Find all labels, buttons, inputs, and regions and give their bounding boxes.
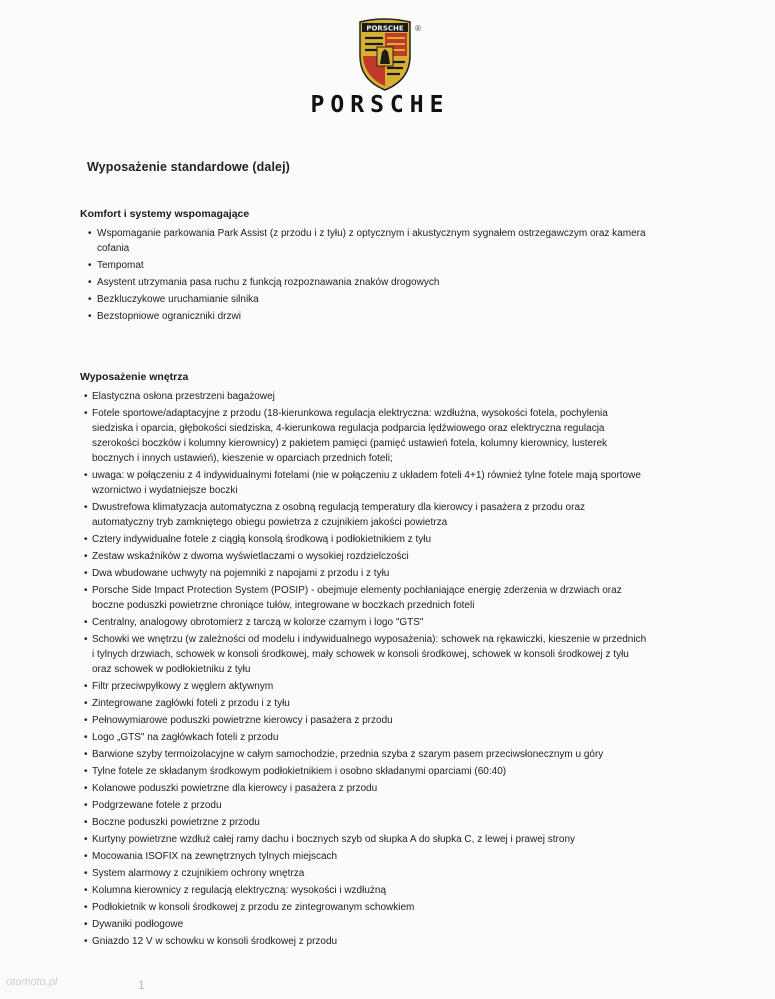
list-item: • Zintegrowane zagłówki foteli z przodu i z tyłu	[0, 696, 775, 711]
list-item: • Asystent utrzymania pasa ruchu z funkcją rozpoznawania znaków drogowych	[0, 275, 775, 290]
list-item: • Tempomat	[0, 258, 775, 273]
list-item: • Cztery indywidualne fotele z ciągłą konsolą środkową i podłokietnikiem z tyłu	[0, 532, 775, 547]
list-item: • Kolanowe poduszki powietrzne dla kierowcy i pasażera z przodu	[0, 781, 775, 796]
section-comfort	[0, 208, 775, 326]
list-item: • Schowki we wnętrzu (w zależności od modelu i indywidualnego wyposażenia): schowek na rękawiczki, kieszenie w przednich i tylnych drzwiach, schowek w konsoli środkowej, mały schowek w konsoli środkowej, schowek w konsoli środkowej z tyłu oraz schowek w podłokietniku z tyłu	[0, 632, 775, 677]
list-item: • Fotele sportowe/adaptacyjne z przodu (18-kierunkowa regulacja elektryczna: wzdłużna, wysokości fotela, pochylenia siedziska i oparcia, głębokości siedziska, 4-kierunkowa regulacja podparcia lędźwiowego oraz elektryczna regulacja szerokości boczków i kolumny kierownicy) z pakietem pamięci (pamięć ustawień fotela, kolumny kierownicy, lusterek bocznych i innych ustawień), kieszenie w oparciach przednich foteli;	[0, 406, 775, 466]
list-item: • Dywaniki podłogowe	[0, 917, 775, 932]
list-item: • Pełnowymiarowe poduszki powietrzne kierowcy i pasażera z przodu	[0, 713, 775, 728]
crest-text: PORSCHE	[366, 24, 404, 33]
list-item: • Boczne poduszki powietrzne z przodu	[0, 815, 775, 830]
list-item: • System alarmowy z czujnikiem ochrony wnętrza	[0, 866, 775, 881]
list-item: • Bezkluczykowe uruchamianie silnika	[0, 292, 775, 307]
list-item: • Tylne fotele ze składanym środkowym podłokietnikiem i osobno składanymi oparciami (60:40)	[0, 764, 775, 779]
list-item: • Bezstopniowe ograniczniki drzwi	[0, 309, 775, 324]
list-item: • Dwa wbudowane uchwyty na pojemniki z napojami z przodu i z tyłu	[0, 566, 775, 581]
registered-mark: ®	[415, 24, 421, 33]
list-item: • Kurtyny powietrzne wzdłuż całej ramy dachu i bocznych szyb od słupka A do słupka C, z lewej i prawej strony	[0, 832, 775, 847]
list-item: • Dwustrefowa klimatyzacja automatyczna z osobną regulacją temperatury dla kierowcy i pasażera z przodu oraz automatyczny tryb zamkniętego obiegu powietrza z czujnikiem jakości powietrza	[0, 500, 775, 530]
list-item: • Kolumna kierownicy z regulacją elektryczną: wysokości i wzdłużną	[0, 883, 775, 898]
list-item: • Podgrzewane fotele z przodu	[0, 798, 775, 813]
list-item: • Mocowania ISOFIX na zewnętrznych tylnych miejscach	[0, 849, 775, 864]
scan-mark: 1	[138, 978, 145, 992]
list-item: • Barwione szyby termoizolacyjne w całym samochodzie, przednia szyba z szarym pasem przeciwsłonecznym u góry	[0, 747, 775, 762]
watermark: otomoto.pl	[6, 976, 58, 988]
porsche-crest-icon	[356, 18, 414, 92]
brand-header	[0, 18, 775, 118]
section-interior	[0, 371, 775, 951]
list-item: • uwaga: w połączeniu z 4 indywidualnymi fotelami (nie w połączeniu z układem foteli 4+1) również tylne fotele mają sportowe wzornictwo i wydatniejsze boczki	[0, 468, 775, 498]
section-heading: Wyposażenie wnętrza	[80, 371, 189, 383]
list-item: • Porsche Side Impact Protection System (POSIP) - obejmuje elementy pochłaniające energię zderzenia w drzwiach oraz boczne poduszki powietrzne chroniące tułów, integrowane w boczkach przednich foteli	[0, 583, 775, 613]
comfort-list	[0, 226, 775, 324]
list-item: • Logo „GTS" na zagłówkach foteli z przodu	[0, 730, 775, 745]
list-item: • Wspomaganie parkowania Park Assist (z przodu i z tyłu) z optycznym i akustycznym sygnałem ostrzegawczym oraz kamera cofania	[0, 226, 775, 256]
interior-list	[0, 389, 775, 949]
list-item: • Filtr przeciwpyłkowy z węglem aktywnym	[0, 679, 775, 694]
document-title: Wyposażenie standardowe (dalej)	[87, 160, 290, 174]
list-item: • Gniazdo 12 V w schowku w konsoli środkowej z przodu	[0, 934, 775, 949]
list-item: • Centralny, analogowy obrotomierz z tarczą w kolorze czarnym i logo "GTS"	[0, 615, 775, 630]
porsche-wordmark: PORSCHE	[310, 92, 450, 118]
section-heading: Komfort i systemy wspomagające	[80, 208, 250, 220]
list-item: • Zestaw wskaźników z dwoma wyświetlaczami o wysokiej rozdzielczości	[0, 549, 775, 564]
list-item: • Elastyczna osłona przestrzeni bagażowej	[0, 389, 775, 404]
list-item: • Podłokietnik w konsoli środkowej z przodu ze zintegrowanym schowkiem	[0, 900, 775, 915]
